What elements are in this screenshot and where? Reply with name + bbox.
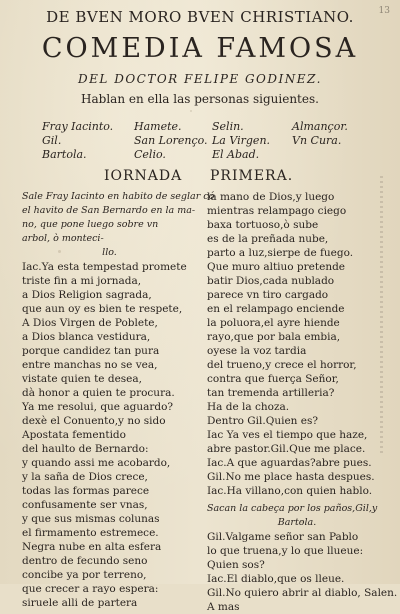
verse-column-left <box>22 190 215 610</box>
stage-direction-line: llo. <box>102 247 117 258</box>
verse-line: Quien sos? <box>207 559 265 571</box>
verse-line: parto a luz,sierpe de fuego. <box>207 247 354 259</box>
cast-name: Bartola. <box>42 148 87 161</box>
verse-line: abre pastor.Gil.Que me place. <box>207 443 366 455</box>
verse-line: Negra nube en alta esfera <box>22 541 162 553</box>
verse-line: batir Dios,cada nublado <box>207 275 335 287</box>
act-number: PRIMERA. <box>210 168 294 184</box>
stage-direction-line: no, que pone luego sobre vn <box>22 219 159 230</box>
cast-name: Gil. <box>42 134 62 147</box>
stage-direction-line: Sale Fray Iacinto en habito de seglar có <box>22 191 215 202</box>
verse-line: Ha de la choza. <box>207 401 290 413</box>
cast-name: San Lorenço. <box>134 134 208 147</box>
verse-line: y que sus mismas colunas <box>22 513 160 525</box>
verse-line: en el relampago enciende <box>207 303 345 315</box>
cast-name: Hamete. <box>134 120 182 133</box>
stage-direction-line: el havito de San Bernardo en la ma- <box>22 205 196 216</box>
verse-line: vistate quien te desea, <box>22 373 142 385</box>
verse-line: del haulto de Bernardo: <box>22 443 149 455</box>
verse-line: del trueno,y crece el horror, <box>207 359 357 371</box>
verse-line: el firmamento estremece. <box>22 527 159 539</box>
cast-list <box>42 120 372 162</box>
verse-line: Gil.No me place hasta despues. <box>207 471 375 483</box>
verse-line: a Dios blanca vestidura, <box>22 331 151 343</box>
cast-name: La Virgen. <box>212 134 271 147</box>
verse-line: triste fin a mi jornada, <box>22 275 142 287</box>
dramatis-personae-intro: Hablan en ella las personas siguientes. <box>81 92 319 106</box>
verse-line: baxa tortuoso,ò sube <box>207 219 319 231</box>
verse-line: porque candidez tan pura <box>22 345 160 357</box>
verse-line: confusamente ser vnas, <box>22 499 148 511</box>
verse-line: A mas <box>207 601 240 613</box>
verse-line: tan tremenda artilleria? <box>207 387 335 399</box>
cast-name: Fray Iacinto. <box>42 120 114 133</box>
author-line: DEL DOCTOR FELIPE GODINEZ. <box>78 72 322 86</box>
cast-name: El Abad. <box>212 148 260 161</box>
verse-line: Ya me resolui, que aguardo? <box>22 401 174 413</box>
verse-line: A Dios Virgen de Poblete, <box>22 317 158 329</box>
verse-line: lo que truena,y lo que llueue: <box>207 545 364 557</box>
act-label: IORNADA <box>104 168 183 184</box>
verse-line: es de la preñada nube, <box>207 233 329 245</box>
verse-line: siruele alli de partera <box>22 597 138 609</box>
cast-name: Vn Cura. <box>292 134 342 147</box>
verse-line: Iac.Ya esta tempestad promete <box>22 261 187 273</box>
verse-line: la poluora,el ayre hiende <box>207 317 340 329</box>
stage-direction-line: arbol, ò monteci- <box>22 233 104 244</box>
verse-line: Que muro altiuo pretende <box>207 261 346 273</box>
page-number: 13 <box>378 6 390 16</box>
cast-name: Selin. <box>212 120 244 133</box>
verse-line: dà honor a quien te procura. <box>22 387 175 399</box>
verse-line: a Dios Religion sagrada, <box>22 289 152 301</box>
verse-line: dexè el Conuento,y no sido <box>22 415 166 427</box>
verse-line: Iac.Ha villano,con quien hablo. <box>207 485 373 497</box>
verse-line: oyese la voz tardia <box>207 345 307 357</box>
verse-line: Apostata fementido <box>22 429 126 441</box>
cast-name: Celio. <box>134 148 166 161</box>
verse-line: entre manchas no se vea, <box>22 359 158 371</box>
verse-line: que crecer a rayo espera: <box>22 583 159 595</box>
verse-line: y quando assi me acobardo, <box>22 457 171 469</box>
stage-direction-line: Bartola. <box>277 517 317 528</box>
paper-fleck <box>190 110 192 112</box>
verse-line: Iac Ya ves el tiempo que haze, <box>207 429 368 441</box>
verse-line: que aun oy es bien te respete, <box>22 303 183 315</box>
verse-line: dentro de fecundo seno <box>22 555 148 567</box>
cast-name: Almançor. <box>292 120 348 133</box>
running-title: DE BVEN MORO BVEN CHRISTIANO. <box>46 8 354 26</box>
verse-line: Gil.Valgame señor san Pablo <box>207 531 359 543</box>
verse-line: Iac.A que aguardas?abre pues. <box>207 457 372 469</box>
verse-line: parece vn tiro cargado <box>207 289 329 301</box>
verse-line: Iac.El diablo,que os lleue. <box>207 573 345 585</box>
verse-column-right <box>207 190 398 614</box>
verse-line: la mano de Dios,y luego <box>207 191 335 203</box>
verse-line: concibe ya por terreno, <box>22 569 147 581</box>
verse-line: rayo,que por bala embia, <box>207 331 341 343</box>
verse-line: mientras relampago ciego <box>207 205 347 217</box>
stage-direction-line: Sacan la cabeça por los paños,Gil,y <box>207 503 378 514</box>
verse-line: contra que fuerça Señor, <box>207 373 339 385</box>
verse-line: Gil.No quiero abrir al diablo, Salen. <box>207 587 398 599</box>
comedy-title: COMEDIA FAMOSA <box>41 33 359 64</box>
verse-line: y la saña de Dios crece, <box>22 471 148 483</box>
verse-line: todas las formas parece <box>22 485 150 497</box>
verse-line: Dentro Gil.Quien es? <box>207 415 319 427</box>
